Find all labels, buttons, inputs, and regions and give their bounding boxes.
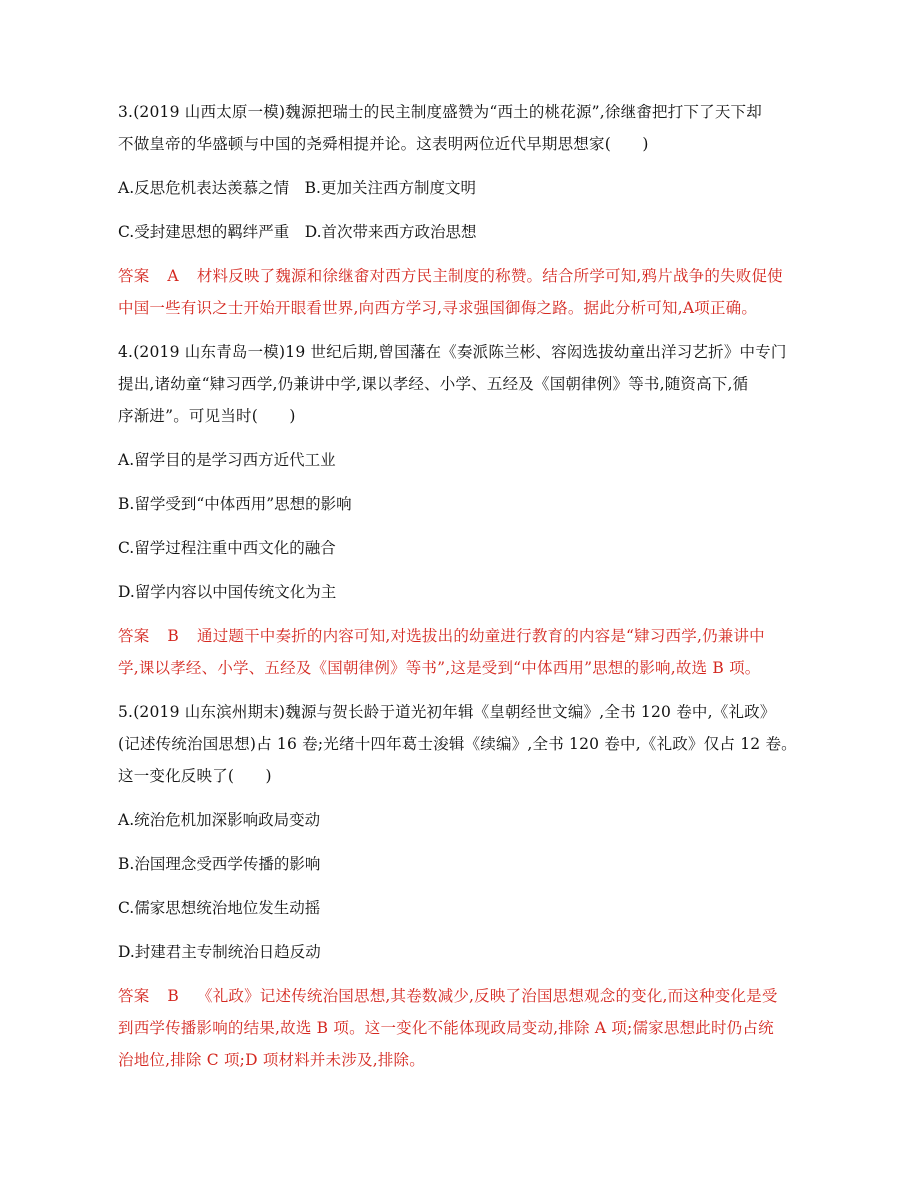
- option-line: A.留学目的是学习西方近代工业: [118, 451, 336, 469]
- answer-first-line: [118, 260, 808, 292]
- answer-letter: A: [167, 267, 179, 285]
- answer-text-line: 学,课以孝经、小学、五经及《国朝律例》等书”,这是受到“中体西用”思想的影响,故选 B 项。: [118, 659, 761, 677]
- option-line: D.封建君主专制统治日趋反动: [118, 943, 321, 961]
- answer-text: 通过题干中奏折的内容可知,对选拔出的幼童进行教育的内容是“肄习西学,仍兼讲中: [197, 627, 765, 645]
- question-stem-line: (记述传统治国思想)占 16 卷;光绪十四年葛士浚辑《续编》,全书 120 卷中,《礼政》仅占 12 卷。: [118, 735, 797, 753]
- answer-text-line: 中国一些有识之士开始开眼看世界,向西方学习,寻求强国御侮之路。据此分析可知,A项正确。: [118, 299, 758, 317]
- question-4: [118, 336, 808, 432]
- answer-label: 答案: [118, 267, 150, 285]
- answer-letter: B: [167, 987, 179, 1005]
- option-line: C.受封建思想的羁绊严重 D.首次带来西方政治思想: [118, 223, 477, 241]
- question-stem-line: 提出,诸幼童“肄习西学,仍兼讲中学,课以孝经、小学、五经及《国朝律例》等书,随资高下,循: [118, 375, 749, 393]
- answer-text-line: 到西学传播影响的结果,故选 B 项。这一变化不能体现政局变动,排除 A 项;儒家思想此时仍占统: [118, 1019, 774, 1037]
- answer-label: 答案: [118, 627, 150, 645]
- question-stem-line: 序渐进”。可见当时( ): [118, 407, 296, 425]
- option-line: C.儒家思想统治地位发生动摇: [118, 899, 321, 917]
- question-3: [118, 96, 808, 160]
- question-stem-line: 这一变化反映了( ): [118, 767, 272, 785]
- option-line: A.统治危机加深影响政局变动: [118, 811, 321, 829]
- answer-block: [118, 260, 808, 324]
- question-stem-line: 4.(2019 山东青岛一模)19 世纪后期,曾国藩在《奏派陈兰彬、容闳选拔幼童出洋习艺折》中专门: [118, 343, 787, 361]
- answer-first-line: [118, 980, 808, 1012]
- answer-letter: B: [167, 627, 179, 645]
- answer-text: 《礼政》记述传统治国思想,其卷数减少,反映了治国思想观念的变化,而这种变化是受: [197, 987, 778, 1005]
- answer-block: [118, 980, 808, 1076]
- question-stem-line: 5.(2019 山东滨州期末)魏源与贺长龄于道光初年辑《皇朝经世文编》,全书 120 卷中,《礼政》: [118, 703, 776, 721]
- answer-block: [118, 620, 808, 684]
- answer-first-line: [118, 620, 808, 652]
- option-line: B.留学受到“中体西用”思想的影响: [118, 495, 352, 513]
- option-line: D.留学内容以中国传统文化为主: [118, 583, 337, 601]
- option-line: C.留学过程注重中西文化的融合: [118, 539, 336, 557]
- question-stem-line: 不做皇帝的华盛顿与中国的尧舜相提并论。这表明两位近代早期思想家( ): [118, 135, 649, 153]
- answer-label: 答案: [118, 987, 150, 1005]
- option-line: A.反思危机表达羡慕之情 B.更加关注西方制度文明: [118, 179, 476, 197]
- question-stem-line: 3.(2019 山西太原一模)魏源把瑞士的民主制度盛赞为“西土的桃花源”,徐继畬把打下了天下却: [118, 103, 762, 121]
- question-5: [118, 696, 808, 792]
- option-line: B.治国理念受西学传播的影响: [118, 855, 321, 873]
- answer-text-line: 治地位,排除 C 项;D 项材料并未涉及,排除。: [118, 1051, 425, 1069]
- answer-text: 材料反映了魏源和徐继畬对西方民主制度的称赞。结合所学可知,鸦片战争的失败促使: [196, 267, 783, 285]
- document-page: [118, 96, 808, 1076]
